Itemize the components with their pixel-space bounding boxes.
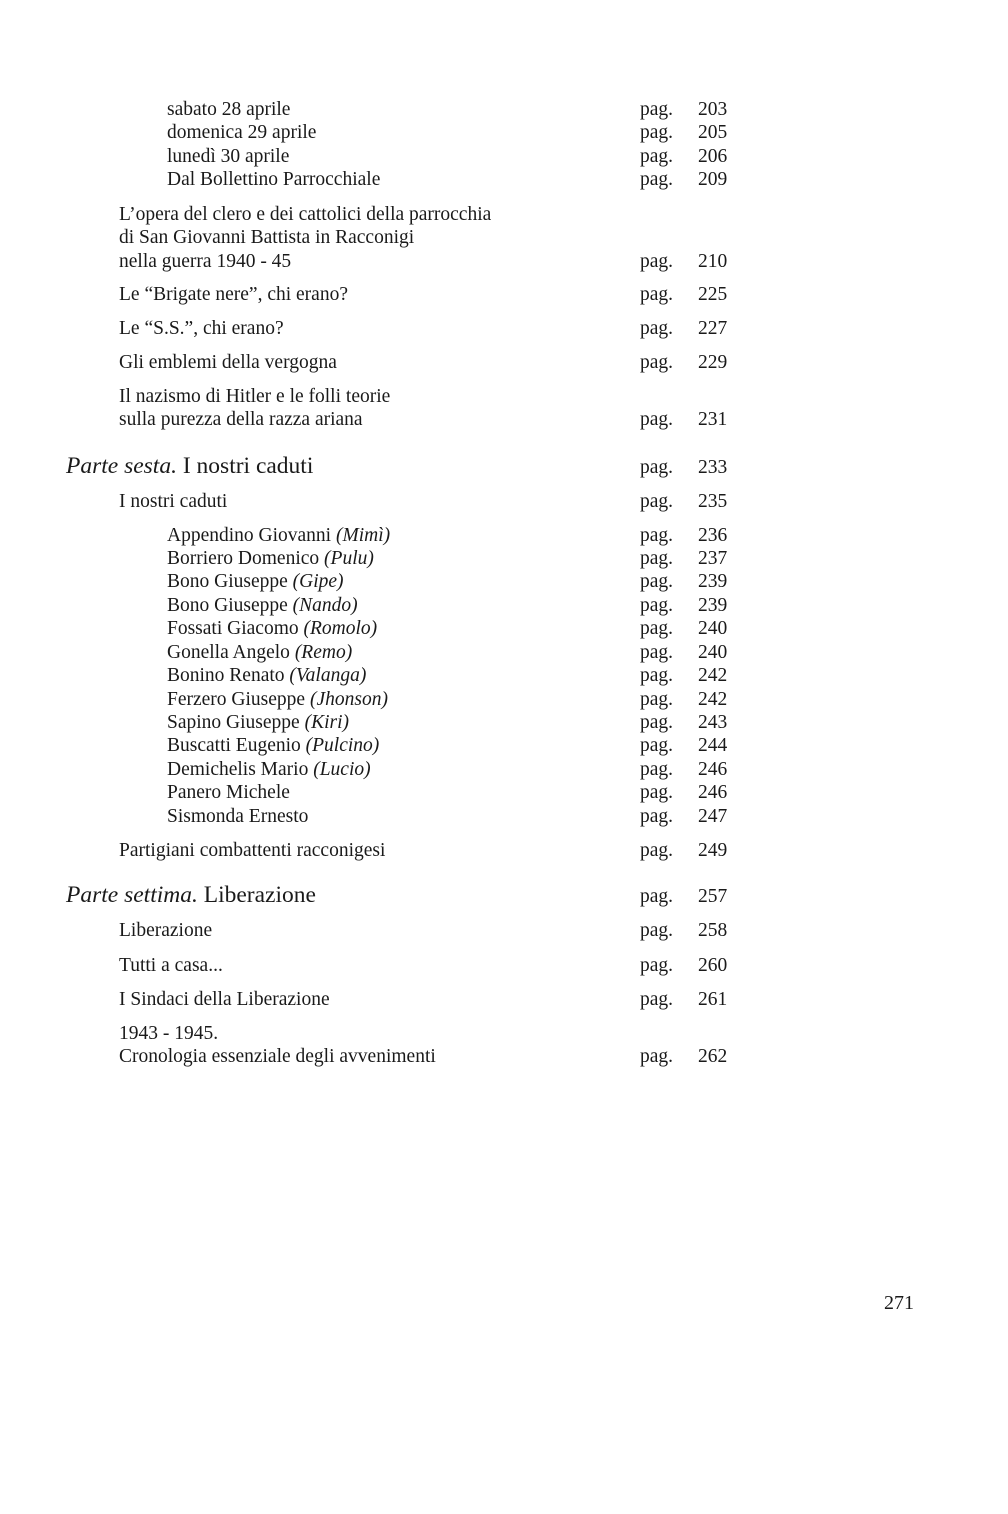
toc-entry: [0, 919, 1008, 942]
toc-entry-line: [0, 711, 1008, 734]
toc-entry-title-text: Ferzero Giuseppe: [167, 689, 310, 710]
toc-pag-label: pag.: [640, 99, 674, 120]
toc-entry-title-italic: (Pulcino): [305, 735, 380, 756]
toc-entry-title: [119, 988, 330, 1011]
toc-pag-label: pag.: [640, 782, 674, 803]
toc-page-number: 242: [698, 665, 728, 686]
toc-pag-label: pag.: [640, 806, 674, 827]
toc-page-number: 240: [698, 618, 728, 639]
toc-entry-line: [0, 805, 1008, 828]
toc-entry-title-italic: Parte settima.: [66, 882, 198, 908]
toc-entry-title: [119, 1022, 218, 1045]
toc-pag-label: pag.: [640, 955, 674, 976]
toc-entry-title-italic: (Valanga): [289, 665, 367, 686]
toc-page-number: 225: [698, 284, 728, 305]
toc-entry-line: [0, 617, 1008, 640]
toc-entry-title: [119, 203, 491, 226]
toc-entry-title-text: I nostri caduti: [176, 453, 314, 479]
toc-entry-title-italic: (Mimì): [335, 525, 391, 546]
toc-entry-title-italic: (Nando): [292, 595, 358, 616]
toc-pag-label: pag.: [640, 618, 674, 639]
toc-entry: [0, 1022, 1008, 1069]
toc-page-number: 246: [698, 782, 728, 803]
toc-entry-line: [0, 168, 1008, 191]
toc-entry-title-text: Le “Brigate nere”, chi erano?: [119, 284, 348, 305]
toc-entry-title: [167, 688, 388, 711]
toc-pag-label: pag.: [640, 689, 674, 710]
toc-pag-label: pag.: [640, 571, 674, 592]
toc-pag-label: pag.: [640, 840, 674, 861]
toc-page-number: 257: [698, 886, 728, 907]
toc-pag-label: pag.: [640, 491, 674, 512]
toc-page-number: 246: [698, 759, 728, 780]
toc-entry-title: [119, 385, 390, 408]
toc-entry: [0, 203, 1008, 273]
toc-entry-title-italic: (Lucio): [313, 759, 371, 780]
toc-entry-title-text: Sapino Giuseppe: [167, 712, 305, 733]
toc-entry-title: [167, 617, 377, 640]
toc-entry-line: [0, 98, 1008, 121]
toc-entry: [0, 524, 1008, 547]
toc-page-number: 247: [698, 806, 728, 827]
toc-entry-title-text: Panero Michele: [167, 782, 290, 803]
toc-entry-title: [167, 168, 380, 191]
toc-entry-line: [0, 688, 1008, 711]
toc-pag-label: pag.: [640, 642, 674, 663]
toc-entry-title: [167, 524, 390, 547]
toc-entry: [0, 954, 1008, 977]
toc-entry-title-text: sabato 28 aprile: [167, 99, 291, 120]
toc-entry-line: [0, 881, 1008, 909]
toc-entry-title: [167, 98, 290, 121]
toc-entry: [0, 641, 1008, 664]
toc-entry-title-text: I Sindaci della Liberazione: [119, 989, 330, 1010]
toc-entry-title-italic: (Pulu): [324, 548, 374, 569]
toc-page-number: 240: [698, 642, 728, 663]
toc-entry-line: [0, 351, 1008, 374]
toc-pag-label: pag.: [640, 525, 674, 546]
toc-entry-title-italic: Parte sesta.: [66, 453, 177, 479]
toc-pag-label: pag.: [640, 146, 674, 167]
toc-entry: [0, 283, 1008, 306]
toc-pag-label: pag.: [640, 457, 674, 478]
toc-pag-label: pag.: [640, 250, 674, 272]
toc-entry-title-text: 1943 - 1945.: [119, 1023, 219, 1044]
toc-entry-title: [119, 839, 385, 862]
toc-entry-title-text: Dal Bollettino Parrocchiale: [167, 169, 381, 190]
toc-entry-title-text: domenica 29 aprile: [167, 122, 317, 143]
toc-entry: [0, 805, 1008, 828]
toc-page-number: 233: [698, 457, 728, 478]
toc-page-number: 244: [698, 735, 728, 756]
toc-pag-label: pag.: [640, 989, 674, 1010]
toc-entry-line: [0, 664, 1008, 687]
toc-entry-line: [0, 490, 1008, 513]
toc-entry-title: [119, 351, 337, 374]
toc-page-number: 235: [698, 491, 728, 512]
toc-page-number: 262: [698, 1046, 728, 1068]
toc-entry-line: [0, 250, 1008, 273]
toc-entry-title: [167, 664, 366, 687]
toc-pag-label: pag.: [640, 712, 674, 733]
toc-entry-title-text: L’opera del clero e dei cattolici della parrocchia: [119, 204, 492, 225]
toc-entry-line: [0, 408, 1008, 431]
toc-entry: [0, 664, 1008, 687]
toc-entry: [0, 734, 1008, 757]
toc-entry: [0, 145, 1008, 168]
toc-page-number: 205: [698, 122, 728, 143]
toc-pag-label: pag.: [640, 886, 674, 907]
toc-part-heading: [0, 452, 1008, 480]
toc-entry-title-text: Bono Giuseppe: [167, 595, 293, 616]
toc-entry-title: [167, 734, 379, 757]
toc-page-number: 236: [698, 525, 728, 546]
toc-entry-title-text: Gli emblemi della vergogna: [119, 352, 337, 373]
toc-pag-label: pag.: [640, 122, 674, 143]
toc-entry-title-text: Partigiani combattenti racconigesi: [119, 840, 386, 861]
toc-pag-label: pag.: [640, 735, 674, 756]
toc-entry-title: [167, 758, 371, 781]
toc-page-number: 209: [698, 169, 728, 190]
toc-entry-line: [0, 452, 1008, 480]
toc-entry-title-text: di San Giovanni Battista in Racconigi: [119, 227, 415, 249]
toc-pag-label: pag.: [640, 352, 674, 373]
toc-entry-title: [167, 145, 289, 168]
toc-page-number: 239: [698, 595, 728, 616]
toc-entry: [0, 168, 1008, 191]
toc-entry-title-text: Fossati Giacomo: [167, 618, 304, 639]
toc-entry: [0, 617, 1008, 640]
toc-pag-label: pag.: [640, 1046, 674, 1068]
toc-entry-title-text: Il nazismo di Hitler e le folli teorie: [119, 386, 391, 407]
toc-entry-title-text: Buscatti Eugenio: [167, 735, 306, 756]
toc-entry-title: [167, 594, 358, 617]
toc-entry-title-text: lunedì 30 aprile: [167, 146, 290, 167]
toc-entry-line: [0, 121, 1008, 144]
toc-entry-title-text: I nostri caduti: [119, 491, 228, 512]
toc-entry-line: [0, 226, 1008, 249]
toc-entry-title: [119, 1045, 436, 1068]
toc-page-number: 203: [698, 99, 728, 120]
toc-entry-line: [0, 1045, 1008, 1068]
toc-entry-title-text: Gonella Angelo: [167, 642, 295, 663]
toc-entry: [0, 758, 1008, 781]
toc-entry-title-italic: (Jhonson): [309, 689, 388, 710]
toc-pag-label: pag.: [640, 920, 674, 941]
toc-entry-title: [167, 121, 316, 144]
toc-pag-label: pag.: [640, 548, 674, 569]
toc-entry-title: [119, 226, 414, 249]
toc-entry: [0, 385, 1008, 432]
toc-page-number: 229: [698, 352, 728, 373]
toc-entry-title: [167, 711, 349, 734]
toc-entry-line: [0, 954, 1008, 977]
toc-entry: [0, 317, 1008, 340]
toc-page-number: 227: [698, 318, 728, 339]
toc-entry: [0, 594, 1008, 617]
toc-entry-title-text: Cronologia essenziale degli avvenimenti: [119, 1046, 436, 1068]
toc-entry-title-text: Tutti a casa...: [119, 955, 223, 976]
toc-entry-title-italic: (Gipe): [292, 571, 344, 592]
toc-entry: [0, 570, 1008, 593]
toc-entry-title: [119, 283, 348, 306]
toc-entry-title-italic: (Remo): [294, 642, 353, 663]
toc-pag-label: pag.: [640, 759, 674, 780]
toc-entry-line: [0, 781, 1008, 804]
toc-entry-title: [167, 570, 344, 593]
toc-entry-line: [0, 283, 1008, 306]
toc-entry-title-text: Sismonda Ernesto: [167, 806, 309, 827]
toc-page-number: 249: [698, 840, 728, 861]
toc-entry-title-text: Liberazione: [119, 920, 213, 941]
toc-entry-line: [0, 547, 1008, 570]
toc-pag-label: pag.: [640, 318, 674, 339]
toc-page-number: 243: [698, 712, 728, 733]
toc-page-number: 239: [698, 571, 728, 592]
toc-entry-line: [0, 641, 1008, 664]
toc-pag-label: pag.: [640, 665, 674, 686]
toc-pag-label: pag.: [640, 595, 674, 616]
toc-entry-line: [0, 317, 1008, 340]
toc-page-number: 231: [698, 409, 728, 431]
toc-entry-title-italic: (Kiri): [304, 712, 349, 733]
toc-pag-label: pag.: [640, 169, 674, 190]
toc-entry: [0, 547, 1008, 570]
toc-pag-label: pag.: [640, 284, 674, 305]
toc-entry-line: [0, 839, 1008, 862]
toc-entry-line: [0, 1022, 1008, 1045]
toc-entry-title: [119, 490, 227, 513]
toc-page-number: 260: [698, 955, 728, 976]
toc-entry: [0, 839, 1008, 862]
toc-entry-title: [66, 881, 316, 909]
toc-entry-line: [0, 145, 1008, 168]
toc-entry-line: [0, 758, 1008, 781]
page-number: 271: [884, 1292, 914, 1314]
toc-entry-title-text: Le “S.S.”, chi erano?: [119, 318, 284, 339]
toc-entry-title: [167, 641, 352, 664]
toc-entry-line: [0, 919, 1008, 942]
toc-entry-title: [119, 250, 291, 273]
toc-entry: [0, 351, 1008, 374]
toc-entry-title-text: Bonino Renato: [167, 665, 290, 686]
toc-entry-title-text: Borriero Domenico: [167, 548, 325, 569]
toc-entry-title: [167, 547, 374, 570]
toc-page-number: 210: [698, 250, 728, 272]
toc-entry-line: [0, 570, 1008, 593]
toc-entry-title: [119, 408, 363, 431]
toc-entry: [0, 688, 1008, 711]
toc-entry-line: [0, 734, 1008, 757]
toc-entry-line: [0, 988, 1008, 1011]
toc-entry-line: [0, 594, 1008, 617]
toc-entry-title: [119, 919, 212, 942]
toc-entry-line: [0, 203, 1008, 226]
toc-entry-line: [0, 385, 1008, 408]
toc-entry-title-text: Bono Giuseppe: [167, 571, 293, 592]
toc-entry-title-text: nella guerra 1940 - 45: [119, 250, 292, 272]
toc-entry: [0, 711, 1008, 734]
toc-page-number: 237: [698, 548, 728, 569]
toc-entry-title: [119, 954, 223, 977]
toc-entry-title-text: Appendino Giovanni: [167, 525, 336, 546]
toc-page-number: 206: [698, 146, 728, 167]
toc-page-number: 261: [698, 989, 728, 1010]
toc-entry-title: [167, 805, 308, 828]
toc-entry-title-italic: (Romolo): [303, 618, 378, 639]
toc-entry-title: [119, 317, 284, 340]
toc-page-number: 258: [698, 920, 728, 941]
toc-part-heading: [0, 881, 1008, 909]
toc-entry-title: [66, 452, 313, 480]
toc-entry-title-text: sulla purezza della razza ariana: [119, 409, 363, 431]
toc-entry: [0, 781, 1008, 804]
toc-entry-title-text: Liberazione: [197, 882, 316, 908]
toc-entry: [0, 121, 1008, 144]
toc-entry-title-text: Demichelis Mario: [167, 759, 314, 780]
toc-entry-line: [0, 524, 1008, 547]
toc-entry: [0, 98, 1008, 121]
toc-pag-label: pag.: [640, 409, 674, 431]
toc-entry: [0, 988, 1008, 1011]
toc-entry: [0, 490, 1008, 513]
toc-entry-title: [167, 781, 290, 804]
toc-page-number: 242: [698, 689, 728, 710]
